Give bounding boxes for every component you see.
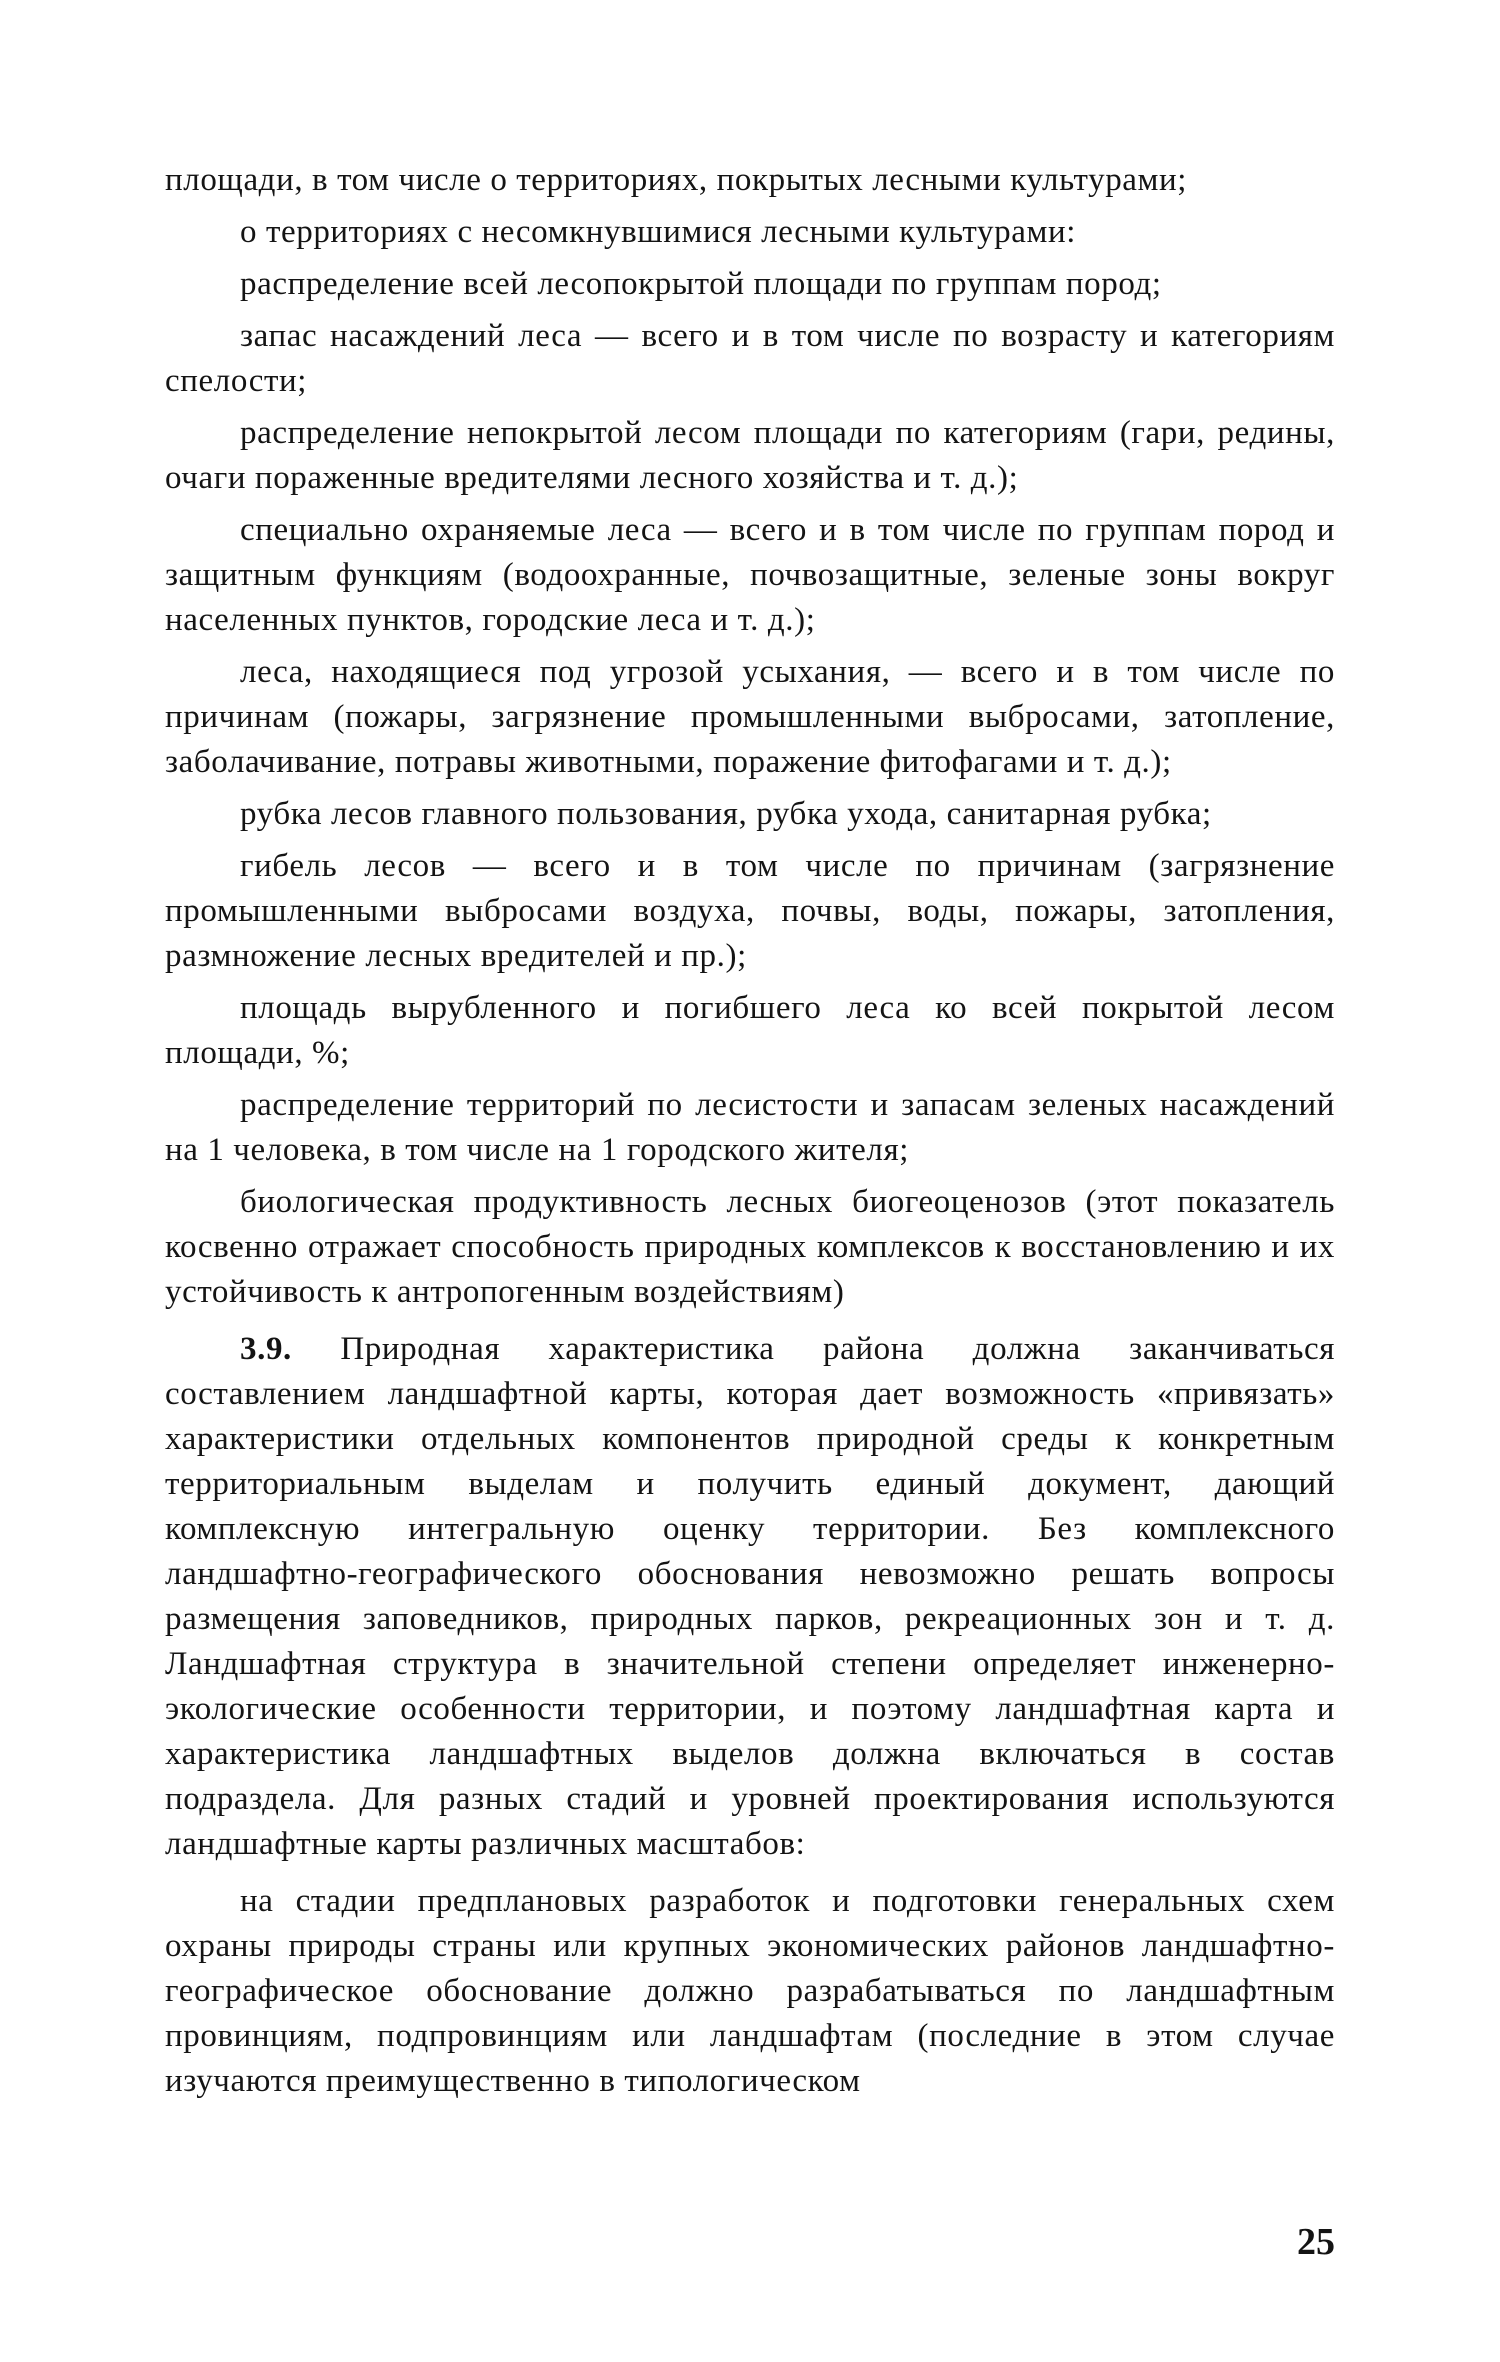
paragraph-5: распределение непокрытой лесом площади по категориям (гари, редины, очаги пораженные вредителями лесного хозяйства и т. д.); <box>165 415 1335 496</box>
section-number: 3.9. <box>240 1331 292 1367</box>
paragraph-6: специально охраняемые леса — всего и в том числе по группам пород и защитным функциям (водоохранные, почвозащитные, зеленые зоны вокруг населенных пунктов, городские леса и т. д.); <box>165 512 1335 638</box>
paragraph-4: запас насаждений леса — всего и в том числе по возрасту и категориям спелости; <box>165 318 1335 399</box>
paragraph-3: распределение всей лесопокрытой площади по группам пород; <box>240 266 1162 302</box>
paragraph-12: биологическая продуктивность лесных биогеоценозов (этот показатель косвенно отражает способность природных комплексов к восстановлению и их устойчивость к антропогенным воздействиям) <box>165 1184 1335 1310</box>
paragraph-10: площадь вырубленного и погибшего леса ко всей покрытой лесом площади, %; <box>165 990 1335 1071</box>
paragraph-2: о территориях с несомкнувшимися лесными культурами: <box>240 214 1076 250</box>
paragraph-8: рубка лесов главного пользования, рубка ухода, санитарная рубка; <box>240 796 1212 832</box>
paragraph-9: гибель лесов — всего и в том числе по причинам (загрязнение промышленными выбросами воздуха, почвы, воды, пожары, затопления, размножение лесных вредителей и пр.); <box>165 848 1335 974</box>
page-number: 25 <box>1297 2221 1335 2263</box>
paragraph-11: распределение территорий по лесистости и запасам зеленых насаждений на 1 человека, в том числе на 1 городского жителя; <box>165 1087 1335 1168</box>
paragraph-1: площади, в том числе о территориях, покрытых лесными культурами; <box>165 162 1188 198</box>
document-page <box>165 158 1335 2104</box>
section-paragraph <box>165 1327 1335 1867</box>
paragraph-7: леса, находящиеся под угрозой усыхания, — всего и в том числе по причинам (пожары, загрязнение промышленными выбросами, затопление, заболачивание, потравы животными, поражение фитофагами и т. д.); <box>165 654 1335 780</box>
final-paragraph: на стадии предплановых разработок и подготовки генеральных схем охраны природы страны или крупных экономических районов ландшафтно-географическое обоснование должно разрабатываться по ландшафтным провинциям, подпровинциям или ландшафтам (последние в этом случае изучаются преимущественно в типологическом <box>165 1883 1335 2099</box>
section-text: Природная характеристика района должна заканчиваться составлением ландшафтной карты, которая дает возможность «привязать» характеристики отдельных компонентов природной среды к конкретным территориальным выделам и получить единый документ, дающий комплексную интегральную оценку территории. Без комплексного ландшафтно-географического обоснования невозможно решать вопросы размещения заповедников, природных парков, рекреационных зон и т. д. Ландшафтная структура в значительной степени определяет инженерно-экологические особенности территории, и поэтому ландшафтная карта и характеристика ландшафтных выделов должна включаться в состав подраздела. Для разных стадий и уровней проектирования используются ландшафтные карты различных масштабов: <box>165 1331 1335 1862</box>
